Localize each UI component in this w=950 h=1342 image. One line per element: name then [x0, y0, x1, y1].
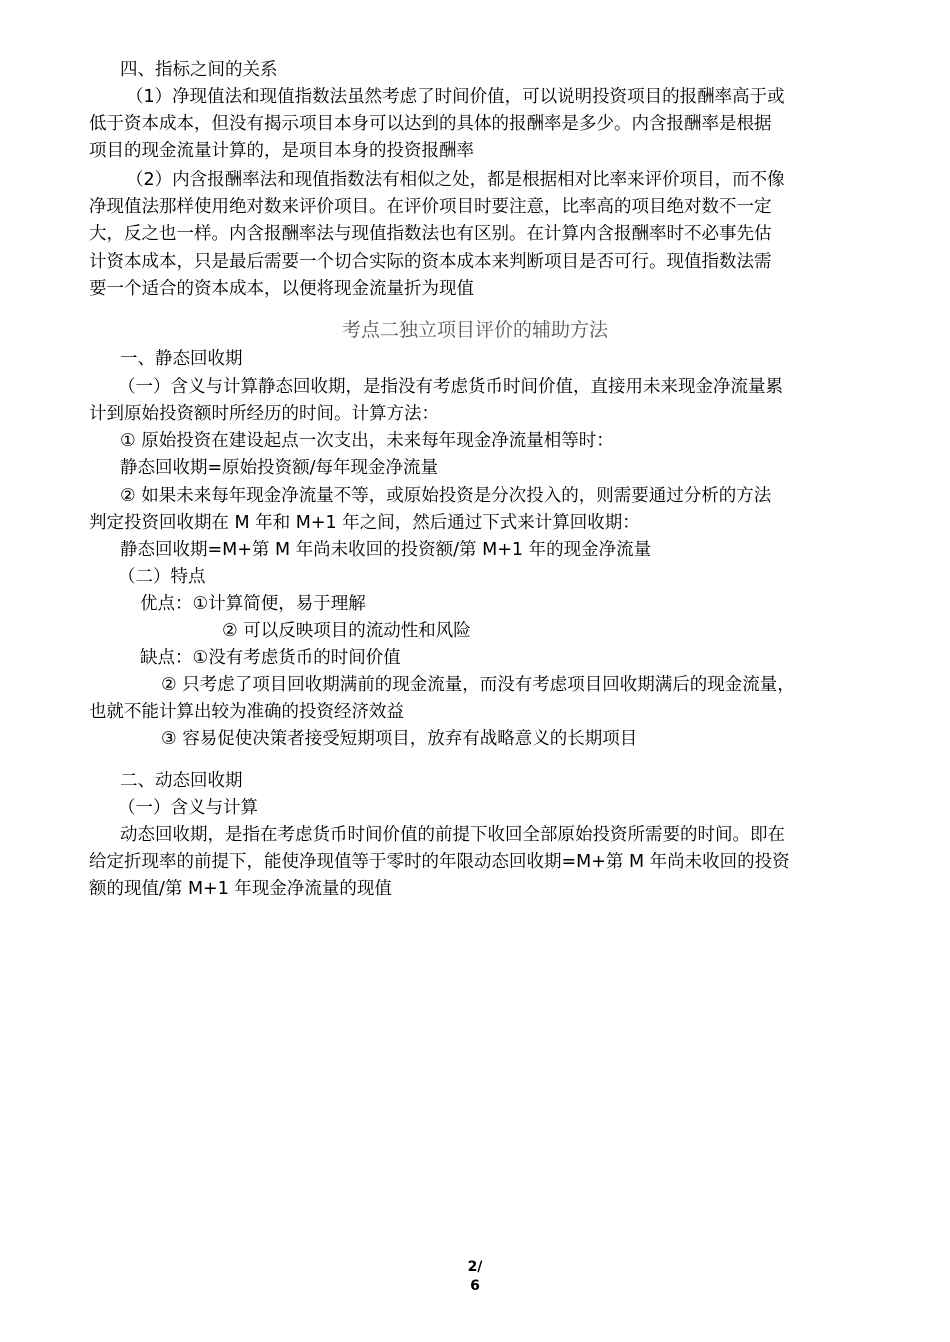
paragraph-line: 计资本成本，只是最后需要一个切合实际的资本成本来判断项目是否可行。现值指数法需: [89, 252, 772, 272]
list-item: ① 原始投资在建设起点一次支出，未来每年现金净流量相等时：: [120, 431, 614, 451]
list-item: 优点：①计算简便，易于理解: [140, 594, 366, 614]
paragraph-line: 给定折现率的前提下，能使净现值等于零时的年限动态回收期=M+第 M 年尚未收回的投资: [89, 852, 790, 872]
formula-line: 静态回收期=M+第 M 年尚未收回的投资额/第 M+1 年的现金净流量: [120, 540, 652, 560]
list-item: ③ 容易促使决策者接受短期项目，放弃有战略意义的长期项目: [161, 729, 638, 749]
subsection-title: （二）特点: [118, 567, 206, 587]
page-number-top: 2/: [467, 1259, 483, 1275]
paragraph-line: （1）净现值法和现值指数法虽然考虑了时间价值，可以说明投资项目的报酬率高于或: [126, 87, 785, 107]
formula-line: 静态回收期=原始投资额/每年现金净流量: [120, 458, 439, 478]
subsection-title: （一）含义与计算: [118, 798, 258, 818]
paragraph-line: 额的现值/第 M+1 年现金净流量的现值: [89, 879, 392, 899]
section-title: 四、指标之间的关系: [120, 60, 278, 80]
section-heading: 考点二独立项目评价的辅助方法: [341, 319, 608, 341]
list-item: 缺点：①没有考虑货币的时间价值: [140, 648, 401, 668]
paragraph-line: 判定投资回收期在 M 年和 M+1 年之间，然后通过下式来计算回收期：: [89, 513, 640, 533]
page-number-bottom: 6: [470, 1278, 480, 1294]
list-item: ② 可以反映项目的流动性和风险: [222, 621, 471, 641]
paragraph-line: 计到原始投资额时所经历的时间。计算方法：: [89, 404, 439, 424]
list-item: ② 只考虑了项目回收期满前的现金流量，而没有考虑项目回收期满后的现金流量，: [161, 675, 795, 695]
paragraph-line: 净现值法那样使用绝对数来评价项目。在评价项目时要注意，比率高的项目绝对数不一定: [89, 197, 772, 217]
paragraph-line: 大，反之也一样。内含报酬率法与现值指数法也有区别。在计算内含报酬率时不必事先估: [89, 224, 772, 244]
paragraph-line: （一）含义与计算静态回收期，是指没有考虑货币时间价值，直接用未来现金净流量累: [118, 377, 783, 397]
paragraph-line: （2）内含报酬率法和现值指数法有相似之处，都是根据相对比率来评价项目，而不像: [126, 170, 785, 190]
section-title: 二、动态回收期: [120, 771, 243, 791]
paragraph-line: 动态回收期，是指在考虑货币时间价值的前提下收回全部原始投资所需要的时间。即在: [120, 825, 785, 845]
paragraph-line: 项目的现金流量计算的，是项目本身的投资报酬率: [89, 141, 474, 161]
list-item: ② 如果未来每年现金净流量不等，或原始投资是分次投入的，则需要通过分析的方法: [120, 486, 772, 506]
section-title: 一、静态回收期: [120, 349, 243, 369]
paragraph-line: 低于资本成本，但没有揭示项目本身可以达到的具体的报酬率是多少。内含报酬率是根据: [89, 114, 772, 134]
paragraph-line: 也就不能计算出较为准确的投资经济效益: [89, 702, 404, 722]
paragraph-line: 要一个适合的资本成本，以便将现金流量折为现值: [89, 279, 474, 299]
